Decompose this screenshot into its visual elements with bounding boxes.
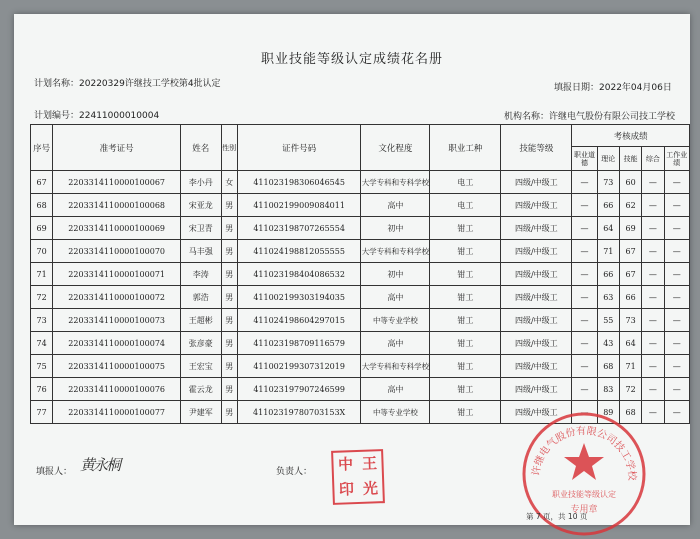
row-education: 大学专科和专科学校 [361, 171, 430, 194]
row-name: 王超彬 [181, 309, 222, 332]
row-moral: — [572, 309, 597, 332]
row-skill: 71 [619, 355, 641, 378]
row-job: 钳工 [430, 401, 501, 424]
plan-no [34, 108, 159, 121]
row-theory: 66 [597, 263, 619, 286]
row-gender: 男 [221, 309, 237, 332]
seal-bottom-text: 专用章 [570, 505, 598, 515]
row-skill: 68 [619, 401, 641, 424]
row-skill: 67 [619, 240, 641, 263]
page-info: 第 7 页，共 10 页 [526, 512, 588, 521]
row-moral: — [572, 194, 597, 217]
row-seq: 68 [31, 194, 53, 217]
row-level: 四级/中级工 [501, 194, 572, 217]
header-exam-no: 准考证号 [53, 125, 181, 171]
row-name: 宋卫青 [181, 217, 222, 240]
row-education: 高中 [361, 378, 430, 401]
row-job: 钳工 [430, 217, 501, 240]
row-education: 大学专科和专科学校 [361, 355, 430, 378]
row-education: 大学专科和专科学校 [361, 240, 430, 263]
row-theory: 64 [597, 217, 619, 240]
row-theory: 89 [597, 401, 619, 424]
row-job: 钳工 [430, 263, 501, 286]
row-work: — [664, 263, 689, 286]
row-id-no: 411002199307312019 [237, 355, 361, 378]
row-job: 钳工 [430, 286, 501, 309]
row-overall: — [642, 378, 664, 401]
seal-star-icon [564, 443, 604, 480]
header-gender: 性别 [221, 125, 237, 171]
row-moral: — [572, 378, 597, 401]
header-scores: 考核成绩 [572, 125, 690, 147]
row-exam-no: 2203314110000100075 [53, 355, 181, 378]
row-gender: 男 [221, 332, 237, 355]
row-education: 中等专业学校 [361, 309, 430, 332]
row-moral: — [572, 263, 597, 286]
row-job: 钳工 [430, 332, 501, 355]
row-job: 钳工 [430, 309, 501, 332]
org-name [504, 109, 675, 122]
table-body [31, 171, 690, 424]
row-id-no: 411002199303194035 [237, 286, 361, 309]
row-id-no: 411024198812055555 [237, 240, 361, 263]
row-skill: 73 [619, 309, 641, 332]
org-name-label: 机构名称： [504, 112, 550, 122]
table-row [31, 332, 690, 355]
row-skill: 72 [619, 378, 641, 401]
row-moral: — [572, 401, 597, 424]
row-seq: 71 [31, 263, 53, 286]
row-moral: — [572, 286, 597, 309]
row-gender: 男 [221, 378, 237, 401]
row-job: 电工 [430, 194, 501, 217]
row-work: — [664, 217, 689, 240]
row-name: 张彦豪 [181, 332, 222, 355]
row-gender: 男 [221, 355, 237, 378]
name-stamp-char: 印 [338, 480, 355, 499]
name-stamp-char: 王 [361, 454, 378, 473]
row-education: 高中 [361, 332, 430, 355]
row-level: 四级/中级工 [501, 378, 572, 401]
header-id-no: 证件号码 [237, 125, 361, 171]
row-skill: 69 [619, 217, 641, 240]
name-stamp [331, 449, 385, 505]
row-gender: 男 [221, 217, 237, 240]
row-exam-no: 2203314110000100068 [53, 194, 181, 217]
name-stamp-char: 光 [362, 479, 379, 498]
plan-name [34, 76, 221, 89]
header-skill: 技能 [619, 147, 641, 171]
row-id-no: 411023198404086532 [237, 263, 361, 286]
row-job: 钳工 [430, 355, 501, 378]
row-theory: 63 [597, 286, 619, 309]
table-row [31, 355, 690, 378]
row-overall: — [642, 332, 664, 355]
row-gender: 男 [221, 263, 237, 286]
row-exam-no: 2203314110000100077 [53, 401, 181, 424]
row-seq: 70 [31, 240, 53, 263]
filler-label: 填报人： [36, 467, 73, 477]
header-theory: 理论 [597, 147, 619, 171]
table-row [31, 217, 690, 240]
table-row [31, 286, 690, 309]
row-name: 李涛 [181, 263, 222, 286]
table-row [31, 240, 690, 263]
row-seq: 67 [31, 171, 53, 194]
row-education: 初中 [361, 217, 430, 240]
row-seq: 75 [31, 355, 53, 378]
row-seq: 77 [31, 401, 53, 424]
row-work: — [664, 171, 689, 194]
row-work: — [664, 309, 689, 332]
row-level: 四级/中级工 [501, 355, 572, 378]
row-level: 四级/中级工 [501, 263, 572, 286]
row-skill: 66 [619, 286, 641, 309]
row-name: 霍云龙 [181, 378, 222, 401]
row-work: — [664, 401, 689, 424]
row-work: — [664, 286, 689, 309]
header-job: 职业工种 [430, 125, 501, 171]
row-skill: 64 [619, 332, 641, 355]
row-name: 宋亚龙 [181, 194, 222, 217]
row-level: 四级/中级工 [501, 286, 572, 309]
responsible-label: 负责人： [276, 467, 313, 477]
row-job: 电工 [430, 171, 501, 194]
row-work: — [664, 240, 689, 263]
seal-ring-text: 许继电气股份有限公司技工学校 [530, 425, 638, 481]
name-stamp-char: 中 [337, 455, 354, 474]
row-gender: 女 [221, 171, 237, 194]
row-theory: 83 [597, 378, 619, 401]
row-level: 四级/中级工 [501, 401, 572, 424]
row-seq: 73 [31, 309, 53, 332]
row-education: 初中 [361, 263, 430, 286]
row-job: 钳工 [430, 378, 501, 401]
table-row [31, 263, 690, 286]
row-exam-no: 2203314110000100071 [53, 263, 181, 286]
row-overall: — [642, 401, 664, 424]
row-id-no: 411002199009084011 [237, 194, 361, 217]
row-name: 郭浩 [181, 286, 222, 309]
row-id-no: 411023197907246599 [237, 378, 361, 401]
row-education: 高中 [361, 286, 430, 309]
plan-name-value: 20220329许继技工学校第4批认定 [79, 79, 221, 89]
row-level: 四级/中级工 [501, 332, 572, 355]
row-exam-no: 2203314110000100067 [53, 171, 181, 194]
row-moral: — [572, 217, 597, 240]
row-theory: 43 [597, 332, 619, 355]
row-overall: — [642, 263, 664, 286]
filler-signature: 黄永桐 [80, 456, 120, 474]
row-work: — [664, 194, 689, 217]
plan-name-label: 计划名称： [34, 79, 80, 89]
row-exam-no: 2203314110000100070 [53, 240, 181, 263]
row-seq: 72 [31, 286, 53, 309]
table-row [31, 309, 690, 332]
row-exam-no: 2203314110000100069 [53, 217, 181, 240]
row-name: 王宏宝 [181, 355, 222, 378]
row-skill: 60 [619, 171, 641, 194]
row-moral: — [572, 171, 597, 194]
row-name: 尹建军 [181, 401, 222, 424]
row-overall: — [642, 171, 664, 194]
row-id-no: 411024198604297015 [237, 309, 361, 332]
row-skill: 67 [619, 263, 641, 286]
org-name-value: 许继电气股份有限公司技工学校 [549, 112, 676, 122]
row-level: 四级/中级工 [501, 217, 572, 240]
row-work: — [664, 355, 689, 378]
row-gender: 男 [221, 286, 237, 309]
row-theory: 66 [597, 194, 619, 217]
row-gender: 男 [221, 240, 237, 263]
row-overall: — [642, 309, 664, 332]
header-overall: 综合 [642, 147, 664, 171]
row-work: — [664, 332, 689, 355]
row-name: 李小丹 [181, 171, 222, 194]
fill-date-value: 2022年04月06日 [599, 83, 672, 93]
header-name: 姓名 [181, 125, 222, 171]
row-name: 马丰强 [181, 240, 222, 263]
row-theory: 71 [597, 240, 619, 263]
row-id-no: 411023198306046545 [237, 171, 361, 194]
header-moral: 职业道德 [572, 147, 597, 171]
row-moral: — [572, 355, 597, 378]
row-job: 钳工 [430, 240, 501, 263]
document-title: 职业技能等级认定成绩花名册 [260, 52, 443, 67]
score-table [30, 124, 690, 424]
row-id-no: 411023198707265554 [237, 217, 361, 240]
row-education: 中等专业学校 [361, 401, 430, 424]
row-overall: — [642, 286, 664, 309]
row-education: 高中 [361, 194, 430, 217]
row-level: 四级/中级工 [501, 240, 572, 263]
fill-date-label: 填报日期： [554, 83, 600, 93]
row-exam-no: 2203314110000100074 [53, 332, 181, 355]
header-level: 技能等级 [501, 125, 572, 171]
row-overall: — [642, 240, 664, 263]
row-theory: 73 [597, 171, 619, 194]
row-moral: — [572, 332, 597, 355]
row-seq: 74 [31, 332, 53, 355]
row-exam-no: 2203314110000100076 [53, 378, 181, 401]
row-theory: 55 [597, 309, 619, 332]
row-seq: 76 [31, 378, 53, 401]
row-moral: — [572, 240, 597, 263]
row-level: 四级/中级工 [501, 309, 572, 332]
row-exam-no: 2203314110000100072 [53, 286, 181, 309]
row-theory: 68 [597, 355, 619, 378]
row-id-no: 411023198709116579 [237, 332, 361, 355]
row-level: 四级/中级工 [501, 171, 572, 194]
row-skill: 62 [619, 194, 641, 217]
header-work: 工作业绩 [664, 147, 689, 171]
row-id-no: 41102319780703153X [237, 401, 361, 424]
row-overall: — [642, 217, 664, 240]
row-overall: — [642, 194, 664, 217]
seal-center-text: 职业技能等级认定 [552, 490, 616, 499]
header-education: 文化程度 [361, 125, 430, 171]
row-seq: 69 [31, 217, 53, 240]
document-sheet [14, 14, 690, 525]
plan-no-label: 计划编号： [34, 111, 80, 121]
table-row [31, 378, 690, 401]
row-work: — [664, 378, 689, 401]
row-gender: 男 [221, 401, 237, 424]
row-gender: 男 [221, 194, 237, 217]
table-row [31, 194, 690, 217]
header-seq: 序号 [31, 125, 53, 171]
row-exam-no: 2203314110000100073 [53, 309, 181, 332]
table-row [31, 171, 690, 194]
plan-no-value: 22411000010004 [79, 111, 160, 121]
row-overall: — [642, 355, 664, 378]
fill-date [554, 80, 672, 93]
